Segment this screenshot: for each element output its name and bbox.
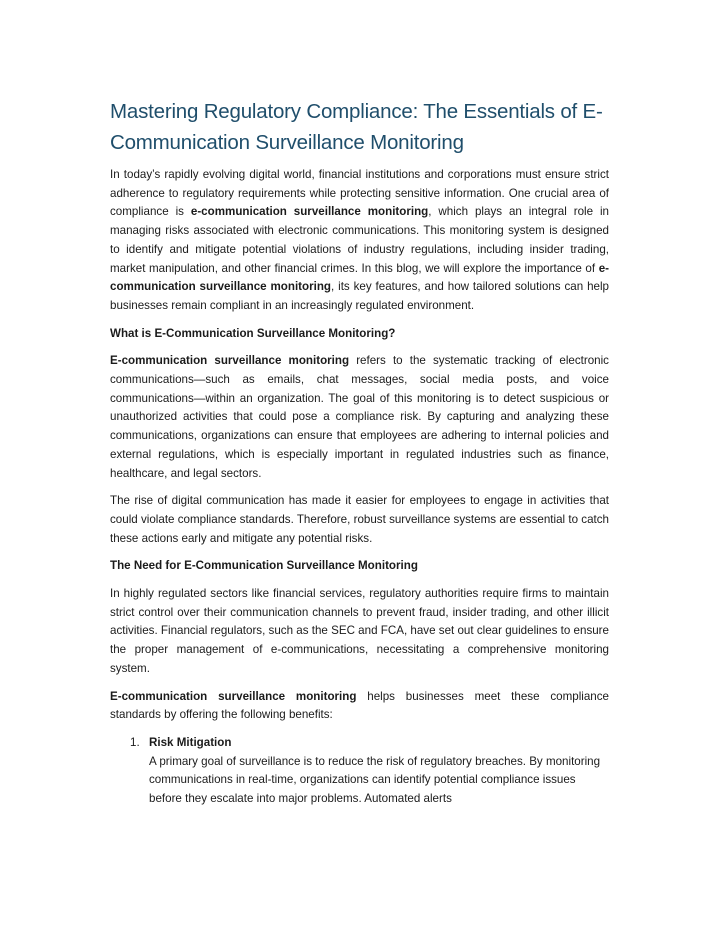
definition-bold-term: E-communication surveillance monitoring [110,354,350,368]
intro-bold-term-1: e-communication surveillance monitoring [190,205,429,219]
list-item [110,734,609,809]
document-title: Mastering Regulatory Compliance: The Essentials of E-Communication Surveillance Monitoring [110,100,603,154]
regulated-sectors-paragraph: In highly regulated sectors like financial services, regulatory authorities require firms to maintain strict control over their communication channels to prevent fraud, insider trading, and other illicit activities. Financial regulators, such as the SEC and FCA, have set out clear guidelines to ensure the proper management of e-communications, necessitating a comprehensive monitoring system. [110,587,609,675]
intro-text-1: In today’s rapidly evolving digital world, financial institutions and corporations must ensure strict adherence to regulatory requirements while protecting sensitive information. One crucial area of compliance is [110,168,609,219]
benefits-intro-text: helps businesses meet these compliance standards by offering the following benefits: [110,689,609,722]
definition-text: refers to the systematic tracking of electronic communications—such as emails, chat messages, social media posts, and voice communications—within an organization. The goal of this monitoring is to detect suspicious or unauthorized activities that could pose a compliance risk. By capturing and analyzing these communications, organizations can ensure that employees are adhering to internal policies and external regulations, which is especially important in regulated industries such as finance, healthcare, and legal sectors. [110,354,609,480]
benefits-intro-paragraph [110,688,609,725]
benefits-list [110,734,609,809]
list-item-number: 1. [130,735,140,749]
intro-text-3: , its key features, and how tailored solutions can help businesses remain compliant in an increasingly regulated environment. [110,280,609,312]
intro-bold-term-2: e-communication surveillance monitoring [110,261,609,294]
list-item-title: Risk Mitigation [149,735,232,749]
section-heading-need: The Need for E-Communication Surveillance Monitoring [110,559,418,573]
intro-text-2: , which plays an integral role in managing risks associated with electronic communications. This monitoring system is designed to identify and mitigate potential violations of industry regulations, including insider trading, market manipulation, and other financial crimes. In this blog, we will explore the importance of [110,205,610,275]
intro-paragraph [110,166,609,316]
rise-paragraph: The rise of digital communication has made it easier for employees to engage in activities that could violate compliance standards. Therefore, robust surveillance systems are essential to catch these actions early and mitigate any potential risks. [110,494,609,545]
benefits-bold-term: E-communication surveillance monitoring [110,689,357,703]
definition-paragraph [110,352,609,483]
section-heading-what-is: What is E-Communication Surveillance Monitoring? [110,326,396,340]
list-item-text: A primary goal of surveillance is to reduce the risk of regulatory breaches. By monitoring communications in real-time, organizations can identify potential compliance issues before they escalate into major problems. Automated alerts [149,754,601,806]
document-page [110,96,609,809]
